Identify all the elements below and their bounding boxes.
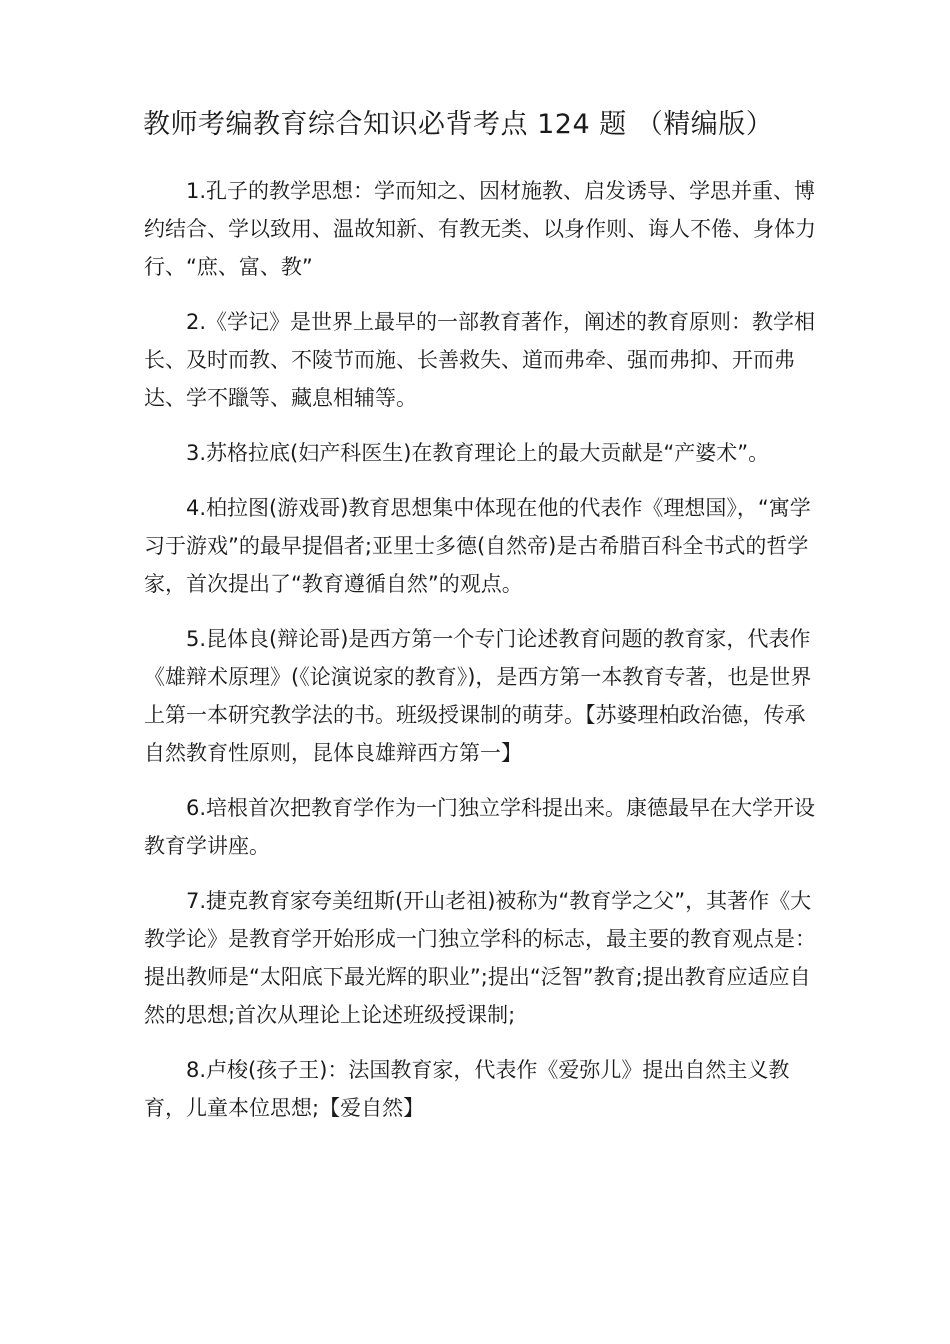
- point-3: 3.苏格拉底(妇产科医生)在教育理论上的最大贡献是“产婆术”。: [186, 441, 770, 465]
- point-7: 7.捷克教育家夸美纽斯(开山老祖)被称为“教育学之父”，其著作《大教学论》是教育学开始形成一门独立学科的标志，最主要的教育观点是：提出教师是“太阳底下最光辉的职业”;提出“泛智”教育;提出教育应适应自然的思想;首次从理论上论述班级授课制;: [144, 889, 816, 1027]
- document-title: 教师考编教育综合知识必背考点 124 题 （精编版）: [143, 109, 774, 140]
- point-8: 8.卢梭(孩子王)：法国教育家，代表作《爱弥儿》提出自然主义教育，儿童本位思想;【爱自然】: [144, 1058, 790, 1120]
- point-6: 6.培根首次把教育学作为一门独立学科提出来。康德最早在大学开设教育学讲座。: [144, 796, 816, 858]
- point-5: 5.昆体良(辩论哥)是西方第一个专门论述教育问题的教育家，代表作《雄辩术原理》(《论演说家的教育》)，是西方第一本教育专著，也是世界上第一本研究教学法的书。班级授课制的萌芽。【苏婆理柏政治德，传承自然教育性原则，昆体良雄辩西方第一】: [144, 627, 812, 765]
- point-2: 2.《学记》是世界上最早的一部教育著作，阐述的教育原则：教学相长、及时而教、不陵节而施、长善救失、道而弗牵、强而弗抑、开而弗达、学不躐等、藏息相辅等。: [144, 310, 816, 410]
- point-1: 1.孔子的教学思想：学而知之、因材施教、启发诱导、学思并重、博约结合、学以致用、温故知新、有教无类、以身作则、诲人不倦、身体力行、“庶、富、教”: [144, 179, 816, 279]
- point-4: 4.柏拉图(游戏哥)教育思想集中体现在他的代表作《理想国》，“寓学习于游戏”的最早提倡者;亚里士多德(自然帝)是古希腊百科全书式的哲学家，首次提出了“教育遵循自然”的观点。: [144, 496, 811, 596]
- document-body: [144, 172, 816, 1144]
